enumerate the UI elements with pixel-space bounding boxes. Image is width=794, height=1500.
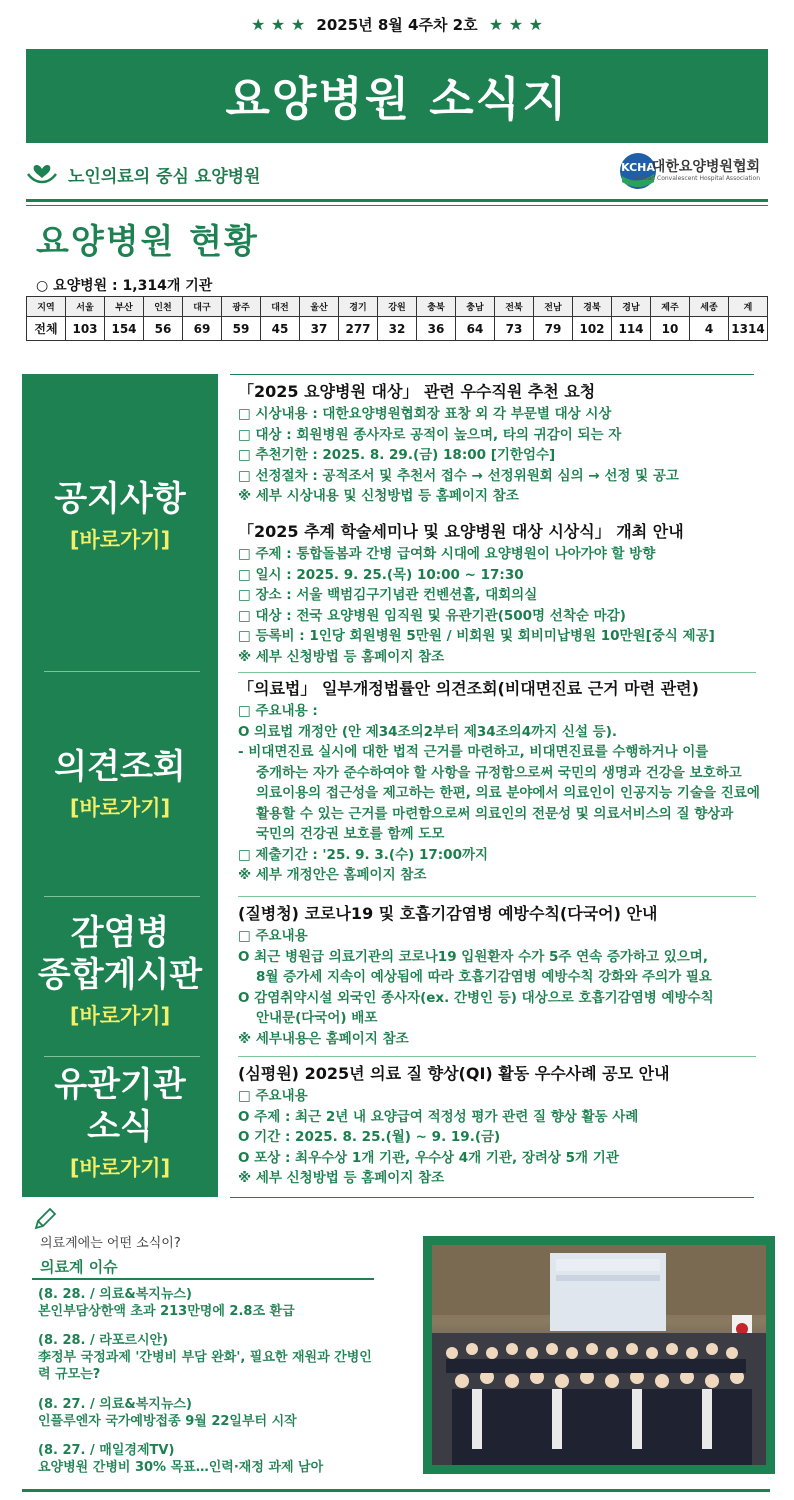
infection-section [22, 912, 218, 1030]
agency-line: ※ 세부 신청방법 등 홈페이지 참조 [238, 1170, 445, 1186]
org-name-en: Korean Convalescent Hospital Association [634, 175, 760, 182]
table-cell: 1314 [729, 317, 768, 341]
opinion-line: O 의료법 개정안 (안 제34조의2부터 제34조의4까지 신설 등). [238, 723, 618, 740]
news-source: (8. 28. / 라포르시안) [38, 1333, 169, 1348]
logo-text: KCHA [621, 161, 655, 174]
notice-seminar-heading: 「2025 추계 학술세미나 및 요양병원 대상 시상식」 개최 안내 [238, 522, 684, 541]
issue-number: 2025년 8월 4주차 2호 [316, 16, 478, 34]
table-cell: 37 [300, 317, 339, 341]
table-cell: 45 [261, 317, 300, 341]
opinion-block [238, 679, 760, 886]
section-sidebar [22, 374, 218, 1197]
infection-line: □ 주요내용 [238, 928, 308, 944]
agency-line: □ 주요내용 [238, 1088, 308, 1104]
infection-line: ※ 세부내용은 홈페이지 참조 [238, 1030, 409, 1047]
table-cell: 56 [144, 317, 183, 341]
slogan: 노인의료의 중심 요양병원 [68, 167, 261, 187]
issue-line [0, 14, 794, 35]
infection-block [238, 904, 760, 1049]
opinion-line: 의료이용의 접근성을 제고하는 한편, 의료 분야에서 의료인이 인공지능 기술을 진료에 [256, 785, 760, 801]
table-header-cell: 서울 [66, 297, 105, 317]
opinion-line: □ 제출기간 : '25. 9. 3.(수) 17:00까지 [238, 846, 489, 863]
table-header-cell: 강원 [378, 297, 417, 317]
opinion-section [22, 746, 218, 822]
table-header-cell: 경기 [339, 297, 378, 317]
group-photo-illustration [432, 1245, 766, 1465]
infection-line: 안내문(다국어) 배포 [256, 1010, 378, 1026]
infection-line: O 최근 병원급 의료기관의 코로나19 입원환자 수가 5주 연속 증가하고 있으며, [238, 948, 708, 965]
news-source: (8. 28. / 의료&복지뉴스) [38, 1287, 192, 1302]
news-source: (8. 27. / 의료&복지뉴스) [38, 1397, 192, 1412]
newsletter-title: 요양병원 소식지 [26, 49, 768, 143]
opinion-line: 활용할 수 있는 근거를 마련함으로써 의료인의 전문성 및 의료서비스의 질 향상과 [256, 805, 734, 822]
footer-divider [22, 1489, 770, 1492]
notice-award-heading: 「2025 요양병원 대상」 관련 우수직원 추천 요청 [238, 382, 596, 401]
news-headline: 본인부담상한액 초과 213만명에 2.8조 환급 [38, 1304, 295, 1319]
pencil-icon [32, 1206, 58, 1232]
table-cell: 59 [222, 317, 261, 341]
notice-line: ※ 세부 신청방법 등 홈페이지 참조 [238, 648, 445, 665]
notice-line: □ 등록비 : 1인당 회원병원 5만원 / 비회원 및 회비미납병원 10만원[중식 제공] [238, 628, 715, 644]
table-cell: 64 [456, 317, 495, 341]
news-item[interactable] [38, 1332, 378, 1383]
content-divider [238, 672, 756, 673]
notice-line: □ 시상내용 : 대한요양병원협회장 표창 외 각 부문별 대상 시상 [238, 406, 612, 422]
table-cell: 79 [534, 317, 573, 341]
notice-award-block [238, 382, 760, 507]
content-divider [238, 896, 756, 897]
news-headline: 李정부 국정과제 '간병비 부담 완화', 필요한 재원과 간병인력 규모는? [38, 1350, 372, 1382]
infection-line: 8월 증가세 지속이 예상됨에 따라 호흡기감염병 예방수칙 강화와 주의가 필요 [256, 969, 712, 985]
notice-line: ※ 세부 시상내용 및 신청방법 등 홈페이지 참조 [238, 488, 519, 504]
infection-title-2: 종합게시판 [37, 955, 203, 995]
hospital-count: ○ 요양병원 : 1,314개 기관 [36, 278, 213, 294]
news-source: (8. 27. / 매일경제TV) [38, 1443, 175, 1458]
event-group-photo [432, 1245, 766, 1465]
notice-shortcut-link[interactable]: [바로가기] [69, 528, 171, 552]
agency-line: O 포상 : 최우수상 1개 기관, 우수상 4개 기관, 장려상 5개 기관 [238, 1149, 619, 1166]
table-header-row [27, 297, 768, 317]
table-cell: 114 [612, 317, 651, 341]
table-header-cell: 계 [729, 297, 768, 317]
news-divider [32, 1278, 374, 1280]
status-title: 요양병원 현황 [36, 222, 259, 262]
table-header-cell: 부산 [105, 297, 144, 317]
event-photo-frame [423, 1236, 775, 1474]
table-header-cell: 경남 [612, 297, 651, 317]
news-item[interactable] [38, 1286, 378, 1320]
hands-heart-icon [26, 160, 58, 184]
table-cell: 73 [495, 317, 534, 341]
table-header-cell: 인천 [144, 297, 183, 317]
content-divider [238, 1056, 756, 1057]
notice-line: □ 대상 : 회원병원 종사자로 공적이 높으며, 타의 귀감이 되는 자 [238, 426, 622, 443]
table-header-cell: 충북 [417, 297, 456, 317]
infection-line: O 감염취약시설 외국인 종사자(ex. 간병인 등) 대상으로 호흡기감염병 예방수칙 [238, 989, 714, 1006]
opinion-shortcut-link[interactable]: [바로가기] [69, 796, 171, 820]
opinion-line: □ 주요내용 : [238, 703, 318, 719]
table-cell: 103 [66, 317, 105, 341]
infection-heading: (질병청) 코로나19 및 호흡기감염병 예방수칙(다국어) 안내 [238, 904, 658, 923]
content-bottom-rule [230, 1197, 754, 1198]
star-icon: ★ ★ ★ [251, 15, 306, 34]
table-header-cell: 대전 [261, 297, 300, 317]
opinion-title: 의견조회 [54, 747, 186, 787]
notice-line: □ 대상 : 전국 요양병원 임직원 및 유관기관(500명 선착순 마감) [238, 607, 626, 624]
table-header-cell: 광주 [222, 297, 261, 317]
table-header-cell: 세종 [690, 297, 729, 317]
agency-heading: (심평원) 2025년 의료 질 향상(QI) 활동 우수사례 공모 안내 [238, 1064, 670, 1083]
table-header-cell: 지역 [27, 297, 66, 317]
infection-title-1: 감염병 [70, 913, 170, 953]
table-cell: 10 [651, 317, 690, 341]
header-divider [26, 199, 768, 202]
sidebar-divider [44, 671, 200, 672]
regional-stats-table [26, 296, 768, 341]
notice-seminar-block [238, 522, 760, 667]
table-header-cell: 대구 [183, 297, 222, 317]
opinion-line: - 비대면진료 실시에 대한 법적 근거를 마련하고, 비대면진료를 수행하거나 이를 [238, 744, 709, 760]
table-header-cell: 울산 [300, 297, 339, 317]
news-headline: 인플루엔자 국가예방접종 9월 22일부터 시작 [38, 1414, 297, 1429]
opinion-line: ※ 세부 개정안은 홈페이지 참조 [238, 867, 427, 883]
slogan-row [26, 152, 768, 194]
table-cell: 69 [183, 317, 222, 341]
org-name: 대한요양병원협회 [651, 159, 760, 175]
news-question: 의료계에는 어떤 소식이? [40, 1236, 181, 1251]
table-cell: 36 [417, 317, 456, 341]
table-header-cell: 충남 [456, 297, 495, 317]
notice-line: □ 장소 : 서울 백범김구기념관 컨벤션홀, 대회의실 [238, 587, 538, 603]
sidebar-divider [44, 1056, 200, 1057]
opinion-heading: 「의료법」 일부개정법률안 의견조회(비대면진료 근거 마련 관련) [238, 679, 699, 698]
table-cell: 32 [378, 317, 417, 341]
table-cell: 4 [690, 317, 729, 341]
table-cell: 102 [573, 317, 612, 341]
star-icon: ★ ★ ★ [488, 15, 543, 34]
table-cell: 전체 [27, 317, 66, 341]
agency-line: O 기간 : 2025. 8. 25.(월) ~ 9. 19.(금) [238, 1129, 501, 1145]
agency-section [22, 1064, 218, 1182]
table-header-cell: 전남 [534, 297, 573, 317]
agency-shortcut-link[interactable]: [바로가기] [69, 1156, 171, 1180]
table-header-cell: 경북 [573, 297, 612, 317]
notice-section [22, 478, 218, 554]
opinion-line: 국민의 건강권 보호를 함께 도모 [256, 826, 445, 842]
opinion-line: 중개하는 자가 준수하여야 할 사항을 규정함으로써 국민의 생명과 건강을 보호하고 [256, 764, 742, 781]
infection-shortcut-link[interactable]: [바로가기] [69, 1004, 171, 1028]
agency-title-2: 소식 [87, 1107, 153, 1147]
notice-line: □ 주제 : 통합돌봄과 간병 급여화 시대에 요양병원이 나아가야 할 방향 [238, 546, 656, 562]
agency-line: O 주제 : 최근 2년 내 요양급여 적정성 평가 관련 질 향상 활동 사례 [238, 1108, 639, 1125]
notice-line: □ 일시 : 2025. 9. 25.(목) 10:00 ~ 17:30 [238, 566, 524, 583]
notice-line: □ 추천기한 : 2025. 8. 29.(금) 18:00 [기한엄수] [238, 447, 556, 463]
notice-line: □ 선정절차 : 공적조서 및 추천서 접수 → 선정위원회 심의 → 선정 및 공고 [238, 467, 679, 484]
news-headline: 요양병원 간병비 30% 목표…인력·재정 과제 남아 [38, 1460, 324, 1475]
table-cell: 277 [339, 317, 378, 341]
notice-title: 공지사항 [54, 479, 186, 519]
table-cell: 154 [105, 317, 144, 341]
content-top-rule [230, 374, 754, 375]
sidebar-divider [44, 896, 200, 897]
header-divider-thin [26, 205, 768, 206]
table-header-cell: 제주 [651, 297, 690, 317]
news-title: 의료계 이슈 [40, 1258, 118, 1276]
table-header-cell: 전북 [495, 297, 534, 317]
agency-block [238, 1064, 760, 1189]
news-item[interactable] [38, 1396, 378, 1430]
news-item[interactable] [38, 1442, 378, 1476]
agency-title-1: 유관기관 [54, 1065, 186, 1105]
table-row [27, 317, 768, 341]
